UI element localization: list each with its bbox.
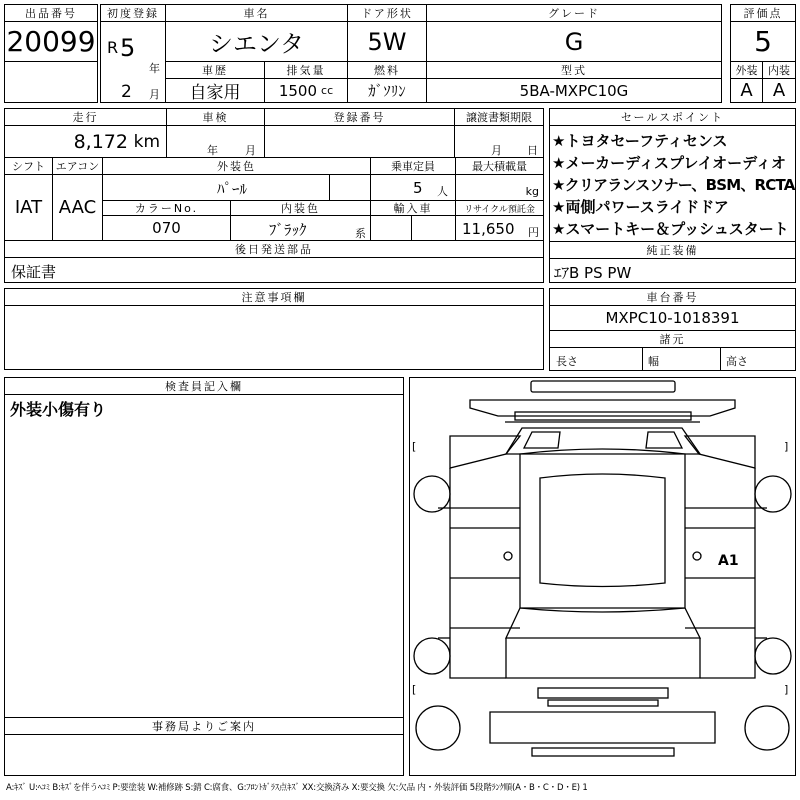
notes-box <box>4 305 544 370</box>
legend: A:ｷｽﾞ U:ﾍｺﾐ B:ｷｽﾞを伴うﾍｺﾐ P:要塗装 W:補修跡 S:錆 C:腐食、G:ﾌﾛﾝﾄｶﾞﾗｽ点ｷｽﾞ XX:交換済み X:要交換 欠:欠品 内・外装評価 5段階ﾗﾝｸ順(A・B・C・D・E) 1 <box>6 783 588 793</box>
equipment-label: 純正装備 <box>549 241 796 259</box>
ac: AAC <box>52 174 103 241</box>
transfer-day-unit: 日 <box>527 144 538 157</box>
score: 5 <box>730 21 796 62</box>
color-no-label: カラーNo. <box>102 200 231 216</box>
later: 保証書 <box>11 263 57 281</box>
sales-item: ★両側パワースライドドア <box>552 198 729 216</box>
month-unit: 月 <box>149 88 160 101</box>
color-label: 外装色 <box>102 157 371 175</box>
inspector-label: 検査員記入欄 <box>4 377 404 395</box>
dim-height: 高さ <box>726 355 748 368</box>
car-name: シエンタ <box>165 21 348 62</box>
transfer-label: 譲渡書類期限 <box>454 108 544 126</box>
inspector-text: 外装小傷有り <box>10 400 107 419</box>
reg-no-box <box>264 125 455 158</box>
sales-item: ★スマートキー＆プッシュスタート <box>552 220 789 238</box>
int-color-box <box>230 215 371 241</box>
shift-label: シフト <box>4 157 53 175</box>
int-color-label: 内装色 <box>230 200 371 216</box>
inspector-box <box>4 394 404 718</box>
door: 5W <box>347 21 427 62</box>
load-box <box>455 174 544 201</box>
color-divider <box>329 175 330 201</box>
capacity-box <box>370 174 456 201</box>
inspection-box <box>166 125 265 158</box>
km-unit: km <box>133 132 160 152</box>
damage-mark-a1: A1 <box>718 553 739 569</box>
year-unit: 年 <box>149 62 160 75</box>
office-label: 事務局よりご案内 <box>4 717 404 735</box>
import-label: 輸入車 <box>370 200 456 216</box>
int-color-unit: 系 <box>355 227 366 240</box>
ext-label: 外装 <box>730 61 763 79</box>
recycle-label: リサイクル預託金 <box>455 200 544 216</box>
dims-divider <box>642 348 643 371</box>
door-label: ドア形状 <box>347 4 427 22</box>
era: R <box>107 38 119 57</box>
bracket-open: [ <box>412 440 417 453</box>
shift: IAT <box>4 174 53 241</box>
mileage-label: 走行 <box>4 108 167 126</box>
dims-divider <box>720 348 721 371</box>
model-label: 型式 <box>426 61 722 79</box>
recycle: 11,650 <box>462 220 515 238</box>
transfer-month-unit: 月 <box>491 144 502 157</box>
equipment: ｴｱB PS PW <box>554 264 632 282</box>
mileage-box <box>4 125 167 158</box>
dims-label: 諸元 <box>549 330 796 348</box>
score-label: 評価点 <box>730 4 796 22</box>
fuel: ｶﾞｿﾘﾝ <box>347 78 427 103</box>
import-box <box>370 215 456 241</box>
history-label: 車歴 <box>165 61 265 79</box>
later-box <box>4 257 544 283</box>
first-reg-label: 初度登録 <box>100 4 166 22</box>
int-color: ﾌﾞﾗｯｸ <box>269 221 307 239</box>
car-diagram <box>409 377 796 776</box>
ext-grade: A <box>730 78 763 103</box>
later-label: 後日発送部品 <box>4 240 544 258</box>
import-divider <box>411 216 412 241</box>
car-name-label: 車名 <box>165 4 348 22</box>
displacement-label: 排気量 <box>264 61 348 79</box>
reg-year: 5 <box>120 34 136 62</box>
sales-box <box>549 125 796 242</box>
ac-label: エアコン <box>52 157 103 175</box>
capacity: 5 <box>413 179 423 197</box>
capacity-label: 乗車定員 <box>370 157 456 175</box>
sales-item: ★トヨタセーフティセンス <box>552 132 728 150</box>
dim-width: 幅 <box>648 355 659 368</box>
sales-item: ★メーカーディスプレイオーディオ <box>552 154 786 172</box>
grade-label: グレード <box>426 4 722 22</box>
lot-no-label: 出品番号 <box>4 4 98 22</box>
reg-no-label: 登録番号 <box>264 108 455 126</box>
dims-box <box>549 347 796 371</box>
car-body-outline <box>410 378 795 775</box>
notes-label: 注意事項欄 <box>4 288 544 306</box>
int-grade: A <box>762 78 796 103</box>
first-reg-box <box>100 21 166 103</box>
mileage: 8,172 <box>73 131 128 153</box>
color-no: 070 <box>102 215 231 241</box>
bracket-open: [ <box>412 683 417 696</box>
insp-month-unit: 月 <box>245 144 256 157</box>
chassis-label: 車台番号 <box>549 288 796 306</box>
dim-length: 長さ <box>556 355 578 368</box>
cc-unit: cc <box>321 84 334 97</box>
load-label: 最大積載量 <box>455 157 544 175</box>
chassis-no: MXPC10-1018391 <box>549 305 796 331</box>
equipment-box <box>549 258 796 283</box>
transfer-box <box>454 125 544 158</box>
office-box <box>4 734 404 776</box>
bracket-close: ] <box>784 440 789 453</box>
bracket-close: ] <box>784 683 789 696</box>
color-box <box>102 174 371 201</box>
lot-no: 20099 <box>4 21 98 62</box>
capacity-unit: 人 <box>437 185 448 198</box>
sales-label: セールスポイント <box>549 108 796 126</box>
int-label: 内装 <box>762 61 796 79</box>
displacement-box <box>264 78 348 103</box>
recycle-unit: 円 <box>528 226 539 239</box>
fuel-label: 燃料 <box>347 61 427 79</box>
model: 5BA-MXPC10G <box>426 78 722 103</box>
inspection-label: 車検 <box>166 108 265 126</box>
recycle-box <box>455 215 544 241</box>
displacement: 1500 <box>278 81 318 100</box>
history: 自家用 <box>165 78 265 103</box>
reg-month: 2 <box>121 82 132 102</box>
sales-item: ★クリアランスソナー、BSM、RCTA <box>552 176 795 194</box>
insp-year-unit: 年 <box>207 144 218 157</box>
color: ﾊﾟｰﾙ <box>217 180 248 198</box>
load-unit: kg <box>525 185 539 198</box>
lot-no-blank <box>4 61 98 103</box>
grade: G <box>426 21 722 62</box>
